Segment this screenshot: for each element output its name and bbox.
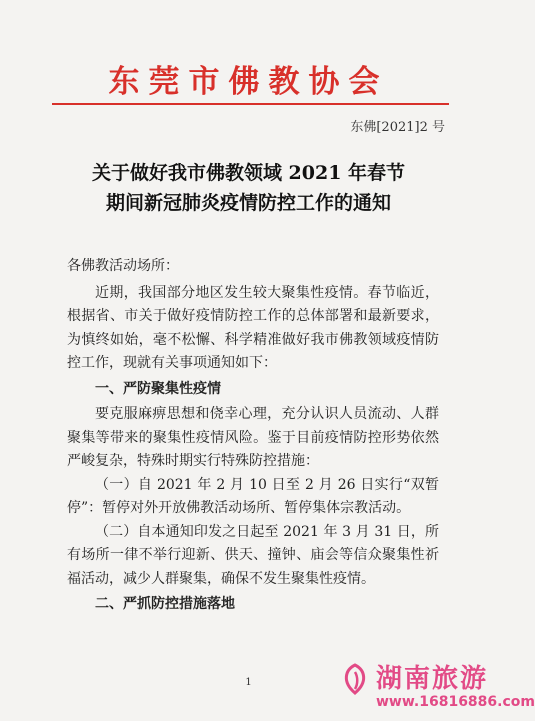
salutation: 各佛教活动场所： [67,258,179,274]
letterhead-rule [52,103,449,105]
paragraph-item-2: （二）自本通知印发之日起至 2021 年 3 月 31 日，所有场所一律不举行迎新、供天、撞钟、庙会等信众聚集性祈福活动，减少人群聚集，确保不发生聚集性疫情。 [67,523,439,587]
org-letterhead: 东莞市佛教协会 [108,64,389,100]
watermark [338,656,535,718]
paragraph-intro: 近期，我国部分地区发生较大聚集性疫情。春节临近，根据省、市关于做好疫情防控工作的总体部署和最新要求，为慎终如始，毫不松懈、科学精准做好我市佛教领域疫情防控工作，现就有关事项通知如下： [67,284,439,371]
section-heading-1: 一、严防聚集性疫情 [95,380,221,397]
paragraph-item-1: （一）自 2021 年 2 月 10 日至 2 月 26 日实行“双暂停”：暂停对外开放佛教活动场所、暂停集体宗教活动。 [67,476,439,516]
notice-title-line-2: 期间新冠肺炎疫情防控工作的通知 [105,192,391,214]
section-heading-2: 二、严抓防控措施落地 [95,596,235,612]
watermark-title: 湖南旅游 [376,664,489,694]
notice-body [67,255,439,619]
watermark-url: www.16816886.com [376,694,535,710]
notice-title-line-1: 关于做好我市佛教领域 2021 年春节 [91,162,406,184]
notice-title [0,158,497,218]
paragraph-risk: 要克服麻痹思想和侥幸心理，充分认识人员流动、人群聚集等带来的聚集性疫情风险。鉴于目前疫情防控形势依然严峻复杂，特殊时期实行特殊防控措施： [67,406,439,469]
page-number: 1 [245,677,252,688]
leaf-logo-icon [338,662,372,696]
document-number: 东佛[2021]2 号 [350,120,445,135]
